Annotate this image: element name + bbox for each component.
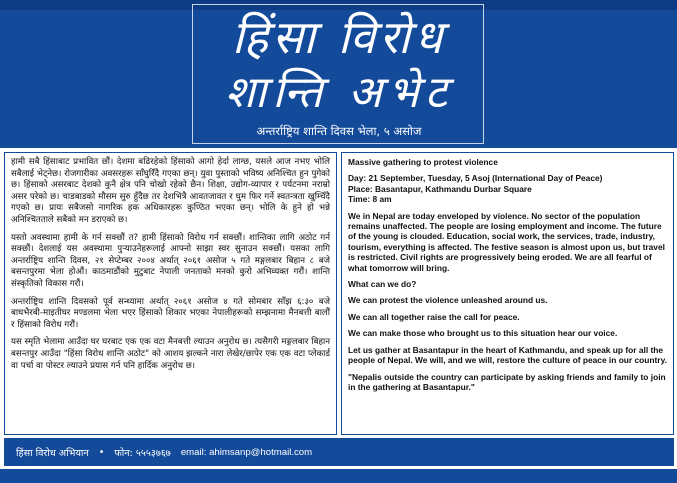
bottom-band bbox=[0, 469, 677, 483]
event-time: Time: 8 am bbox=[348, 194, 392, 205]
english-paragraph: We can protest the violence unleashed around us. bbox=[348, 295, 548, 306]
nepali-text-column bbox=[4, 152, 337, 435]
english-paragraph: "Nepalis outside the country can participate by asking friends and family to join in the gathering at Basantapur." bbox=[348, 371, 666, 392]
nepali-paragraph: हामी सबै हिंसाबाट प्रभावित छौं। देशमा बढिरहेको हिंसाको आगो हेर्दा लाग्छ, यसले आज नभए भोलि सबैलाई भेट्नेछ। रोजगारीका अवसरहरू साँघुरिँदै गएका छन्। युवा पुस्ताको भविष्य अनिश्चित हुन पुगेको छ। हिंसाको असरबाट देशको कुनै क्षेत्र पनि चोखो रहेको छैन। शिक्षा, उद्योग-व्यापार र पर्यटनमा नराम्रो असर परेको छ। चाडबाडको मौसम सुरु हुँदैछ तर देशभित्रै आवतजावत र घुम फिर गर्ने स्वतन्त्रता खुम्चिँदै गएको छ। प्रायः सबैजसो नागरिक हक अधिकारहरू कुण्ठित भएका छन्। भोलि के हुने हो भन्ने अनिश्चितताले सबैको मन डराएको छ। bbox=[11, 157, 330, 225]
title-line-1: हिंसा विरोध bbox=[231, 10, 447, 64]
footer-bullet: • bbox=[98, 446, 105, 458]
title-line-2: शान्ति अभेट bbox=[224, 67, 454, 118]
footer-email-link[interactable]: email: ahimsanp@hotmail.com bbox=[180, 446, 313, 458]
english-paragraph: We can make those who brought us to this situation hear our voice. bbox=[348, 328, 618, 339]
english-paragraph: We in Nepal are today enveloped by violence. No sector of the population remains unaffected. The people are losing employment and income. The future of the young is clouded. Education, social work, the services, trade, industry, tourism, everything is affected. The festive season is almost upon us, but travel is restricted. Civil rights are progressively being eroded. We are all fearful of what tomorrow will bring. bbox=[348, 210, 665, 273]
nepali-paragraph: यस स्मृति भेलामा आउँदा घर घरबाट एक एक वटा मैनबत्ती ल्याउन अनुरोध छ। त्यसैगरी मङ्गलबार बिहान बसन्तपुर आउँदा "हिंसा विरोध शान्ति अठोट" को आशय झल्कने नारा लेखेर/छापेर एक एक वटा प्लेकार्ड वा पर्चा वा पोस्टर ल्याउने प्रयास गर्न पनि हार्दिक अनुरोध छ। bbox=[11, 337, 330, 371]
english-paragraph: Let us gather at Basantapur in the heart of Kathmandu, and speak up for all the people of Nepal. We will, and we will, restore the culture of peace in our country. bbox=[348, 344, 667, 366]
event-place: Place: Basantapur, Kathmandu Durbar Square bbox=[348, 183, 532, 194]
header-banner bbox=[0, 0, 677, 148]
footer-bar bbox=[4, 438, 674, 466]
nepali-paragraph: अन्तर्राष्ट्रिय शान्ति दिवसको पूर्व सन्ध्यामा अर्थात् २०६१ असोज ४ गते सोमबार साँझ ६:३० बजे बाघभैरबी-माइतीघर मण्डलमा भेला भएर हिंसाको शिकार भएका नेपालीहरूको सम्झनामा मैनबत्ती बालौं र हिंसाको विरोध गरौं। bbox=[11, 296, 330, 330]
footer-phone: फोन: ५५५३७६७ bbox=[114, 447, 171, 459]
event-day: Day: 21 September, Tuesday, 5 Asoj (International Day of Peace) bbox=[348, 173, 603, 184]
event-subtitle: अन्तर्राष्ट्रिय शान्ति दिवस भेला, ५ असोज bbox=[256, 124, 422, 138]
english-paragraph: What can we do? bbox=[348, 279, 417, 290]
title-frame bbox=[192, 4, 484, 144]
english-text-column bbox=[341, 152, 674, 435]
nepali-paragraph: यस्तो अवस्थामा हामी के गर्न सक्छौं त? हामी हिंसाको विरोध गर्न सक्छौं। शान्तिका लागि अठोट गर्न सक्छौं। देशलाई यस अवस्थामा पुऱ्याउनेहरूलाई आफ्नो साझा स्वर सुनाउन सक्छौं। यसका लागि अन्तर्राष्ट्रिय शान्ति दिवस, २१ सेप्टेम्बर २००४ अर्थात् २०६१ असोज ५ गते मङ्गलबार बिहान ८ बजे बसन्तपुरमा भेला होऔं। काठमाडौंको मुटुबाट नेपाली जनताको मनको कुरो अभिव्यक्त गरौं। शान्ति संस्कृतिको विकास गरौं। bbox=[11, 232, 330, 289]
english-heading: Massive gathering to protest violence bbox=[348, 157, 498, 167]
english-paragraph: We can all together raise the call for peace. bbox=[348, 311, 520, 322]
footer-org-name: हिंसा विरोध अभियान bbox=[16, 447, 89, 459]
